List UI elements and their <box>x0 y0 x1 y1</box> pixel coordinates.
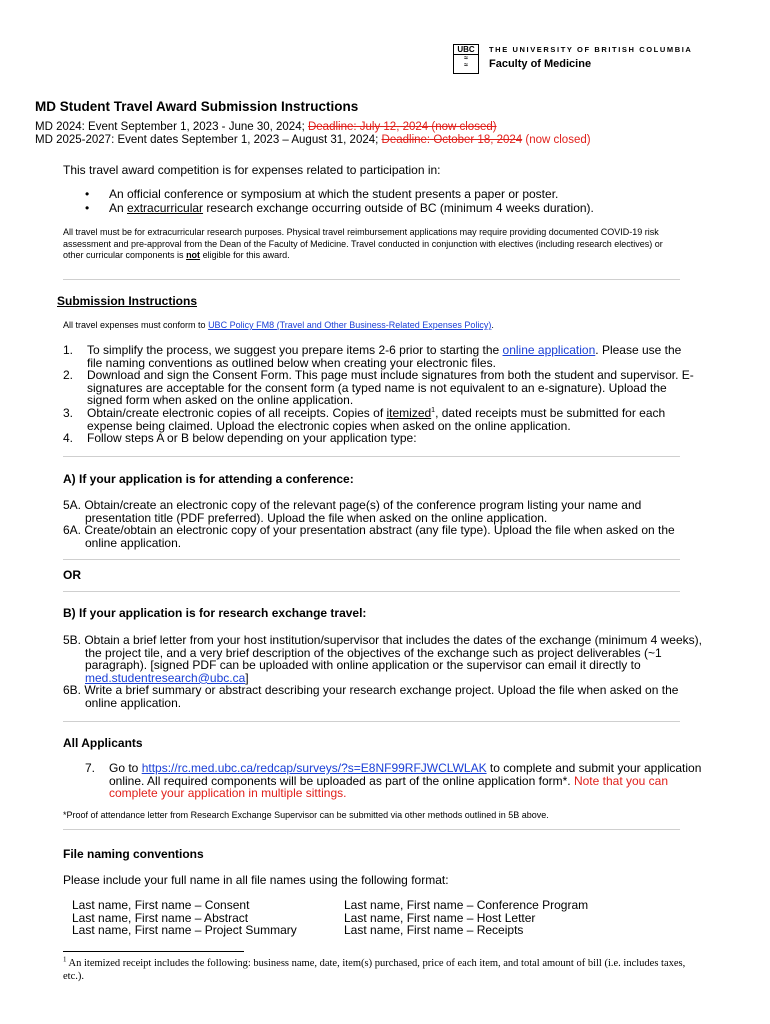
file-naming-intro: Please include your full name in all file names using the following format: <box>63 873 449 887</box>
divider <box>63 829 680 830</box>
faculty-name: Faculty of Medicine <box>489 58 592 70</box>
md2025-deadline: Deadline: October 18, 2024 <box>381 134 523 146</box>
list-item: Last name, First name – Consent <box>72 898 250 912</box>
step-4: 4. Follow steps A or B below depending on your application type: <box>63 431 417 446</box>
intro-text: This travel award competition is for expenses related to participation in: <box>63 163 441 177</box>
step-7: 7. Go to https://rc.med.ubc.ca/redcap/surveys/?s=E8NF99RFJWCLWLAK to complete and submit your application online. All required components will be uploaded as part of the online application form*. Note that you can complete your application in multiple sittings. <box>85 761 702 801</box>
policy-text: All travel expenses must conform to UBC Policy FM8 (Travel and Other Business-Related Expenses Policy). <box>63 320 494 330</box>
list-item: Last name, First name – Receipts <box>344 923 524 938</box>
file-naming-heading: File naming conventions <box>63 847 204 861</box>
list-item: • An official conference or symposium at which the student presents a paper or poster. <box>85 187 594 201</box>
list-item: Last name, First name – Project Summary <box>72 923 297 938</box>
step-1: 1. To simplify the process, we suggest you prepare items 2-6 prior to starting the online application. Please use the file naming conventions as outlined below when creating your electronic files. <box>63 343 682 370</box>
section-b-heading: B) If your application is for research exchange travel: <box>63 606 367 620</box>
ubc-logo <box>453 44 692 74</box>
university-name: THE UNIVERSITY OF BRITISH COLUMBIA <box>489 45 693 54</box>
page-title: MD Student Travel Award Submission Instructions <box>35 99 359 114</box>
section-a-heading: A) If your application is for attending a conference: <box>63 472 354 486</box>
multiple-sittings-note: Note that you can complete your application in multiple sittings. <box>109 773 669 801</box>
footnote: $^1$ An itemized receipt includes the following: business name, date, item(s) purchased, price of each item, and total amount of bill (i.e. includes taxes, etc.). <box>63 955 686 982</box>
policy-link[interactable]: UBC Policy FM8 (Travel and Other Business-Related Expenses Policy) <box>208 320 492 330</box>
step-5b: 5B. Obtain a brief letter from your host institution/supervisor that includes the dates of the exchange (minimum 4 weeks), the project tile, and a very brief description of the objectives of the exchange such as project deliverables (~1 paragraph). [signed PDF can be uploaded with online application or the supervisor can email it directly to med.studentresearch@ubc.ca] <box>63 633 702 685</box>
step-2: 2. Download and sign the Consent Form. This page must include signatures from both the student and supervisor. E-signatures are acceptable for the consent form (a typed name is not equivalent to an e-signature). Upload the signed form when asked on the online application. <box>63 368 694 408</box>
divider <box>63 456 680 457</box>
proof-note: *Proof of attendance letter from Research Exchange Supervisor can be submitted via other methods outlined in 5B above. <box>63 810 549 820</box>
md2025-status: (now closed) <box>522 134 591 146</box>
eligibility-list <box>85 187 594 215</box>
divider <box>63 721 680 722</box>
crest-label: UBC <box>454 45 478 55</box>
md2025-dates: MD 2025-2027: Event dates September 1, 2023 – August 31, 2024; <box>35 134 382 146</box>
md2024-dates: MD 2024: Event September 1, 2023 - June 30, 2024; <box>35 121 308 133</box>
or-separator: OR <box>63 568 81 582</box>
md2024-deadline: Deadline: July 12, 2024 (now closed) <box>307 121 497 133</box>
online-application-link[interactable]: online application <box>502 343 596 357</box>
divider <box>63 591 680 592</box>
divider <box>63 559 680 560</box>
list-item: Last name, First name – Conference Program <box>344 898 589 912</box>
submission-steps <box>63 344 695 445</box>
eligibility-note: All travel must be for extracurricular research purposes. Physical travel reimbursement applications may require providing documented COVID-19 risk assessment and pre-approval from the Dean of the Faculty of Medicine. Travel conducted in conjunction with electives (including research electives) or other curricular components is not eligible for this award. <box>63 227 663 260</box>
list-item: • An extracurricular research exchange occurring outside of BC (minimum 4 weeks duration). <box>85 201 594 215</box>
ubc-crest-icon: UBC ≈ ≈ <box>453 44 479 74</box>
deadlines <box>35 121 591 147</box>
divider <box>63 279 680 280</box>
step-6b: 6B. Write a brief summary or abstract describing your research exchange project. Upload the file when asked on the online application. <box>63 683 679 710</box>
email-link[interactable]: med.studentresearch@ubc.ca <box>85 670 246 685</box>
step-3: 3. Obtain/create electronic copies of all receipts. Copies of itemized$^1$, dated receipts must be submitted for each expense being claimed. Upload the electronic copies when asked on the online application. <box>63 405 666 433</box>
step-5a: 5A. Obtain/create an electronic copy of the relevant page(s) of the conference program listing your name and presentation title (PDF preferred). Upload the file when asked on the online application. <box>63 498 642 525</box>
footnote-rule <box>63 951 244 952</box>
all-applicants-heading: All Applicants <box>63 736 143 750</box>
submission-heading: Submission Instructions <box>57 294 198 308</box>
list-item: Last name, First name – Host Letter <box>344 910 536 925</box>
file-naming-list <box>72 899 644 937</box>
step-6a: 6A. Create/obtain an electronic copy of your presentation abstract (any file type). Upload the file when asked on the online application. <box>63 523 675 550</box>
list-item: Last name, First name – Abstract <box>72 910 249 925</box>
section-b-steps <box>63 634 703 710</box>
section-a-steps <box>63 499 693 549</box>
redcap-survey-link[interactable]: https://rc.med.ubc.ca/redcap/surveys/?s=E8NF99RFJWCLWLAK <box>141 761 487 775</box>
